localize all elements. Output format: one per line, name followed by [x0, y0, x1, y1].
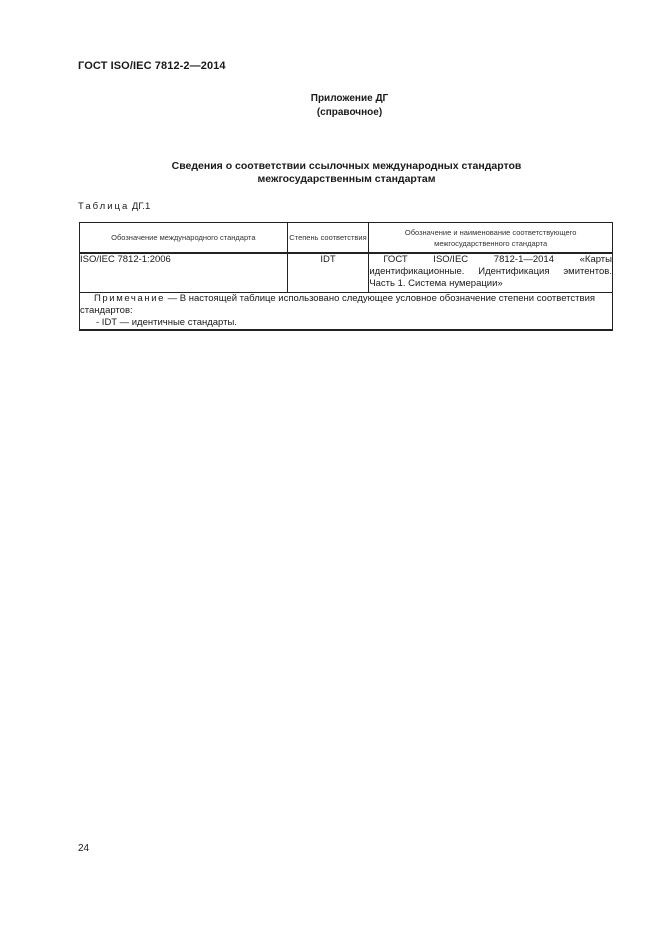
note-text	[80, 293, 612, 317]
appendix-title: Приложение ДГ	[310, 93, 389, 104]
header-interstate: Обозначение и наименование соответствующего межгосударственного стандарта	[369, 223, 613, 254]
table-caption	[78, 201, 150, 212]
page-number: 24	[78, 843, 90, 854]
cell-interstate: ГОСТ ISO/IEC 7812-1—2014 «Карты идентификационные. Идентификация эмитентов. Часть 1. Система нумерации»	[369, 253, 613, 293]
document-title-line2: межгосударственным стандартам	[257, 173, 436, 185]
note-body: — В настоящей таблице использовано следующее условное обозначение степени соответствия стандартов:	[80, 293, 596, 316]
standards-table	[79, 222, 613, 331]
note-item: - IDT — идентичные стандарты.	[96, 317, 237, 328]
cell-degree: IDT	[287, 253, 369, 293]
note-label: Примечание	[94, 293, 165, 304]
cell-international: ISO/IEC 7812-1:2006	[80, 253, 288, 293]
header-international: Обозначение международного стандарта	[80, 223, 288, 254]
table-note-row	[80, 293, 613, 331]
appendix-heading	[0, 92, 661, 120]
table-header-row	[80, 223, 613, 254]
table-caption-number: ДГ.1	[131, 201, 151, 212]
header-degree: Степень соответствия	[287, 223, 369, 254]
table-caption-label: Таблица	[78, 201, 130, 212]
appendix-subtitle: (справочное)	[316, 107, 383, 118]
document-title	[0, 160, 661, 186]
table-row	[80, 253, 613, 293]
document-title-line1: Сведения о соответствии ссылочных международных стандартов	[171, 160, 522, 172]
standard-code: ГОСТ ISO/IEC 7812-2—2014	[78, 60, 226, 72]
table-note	[80, 293, 613, 331]
